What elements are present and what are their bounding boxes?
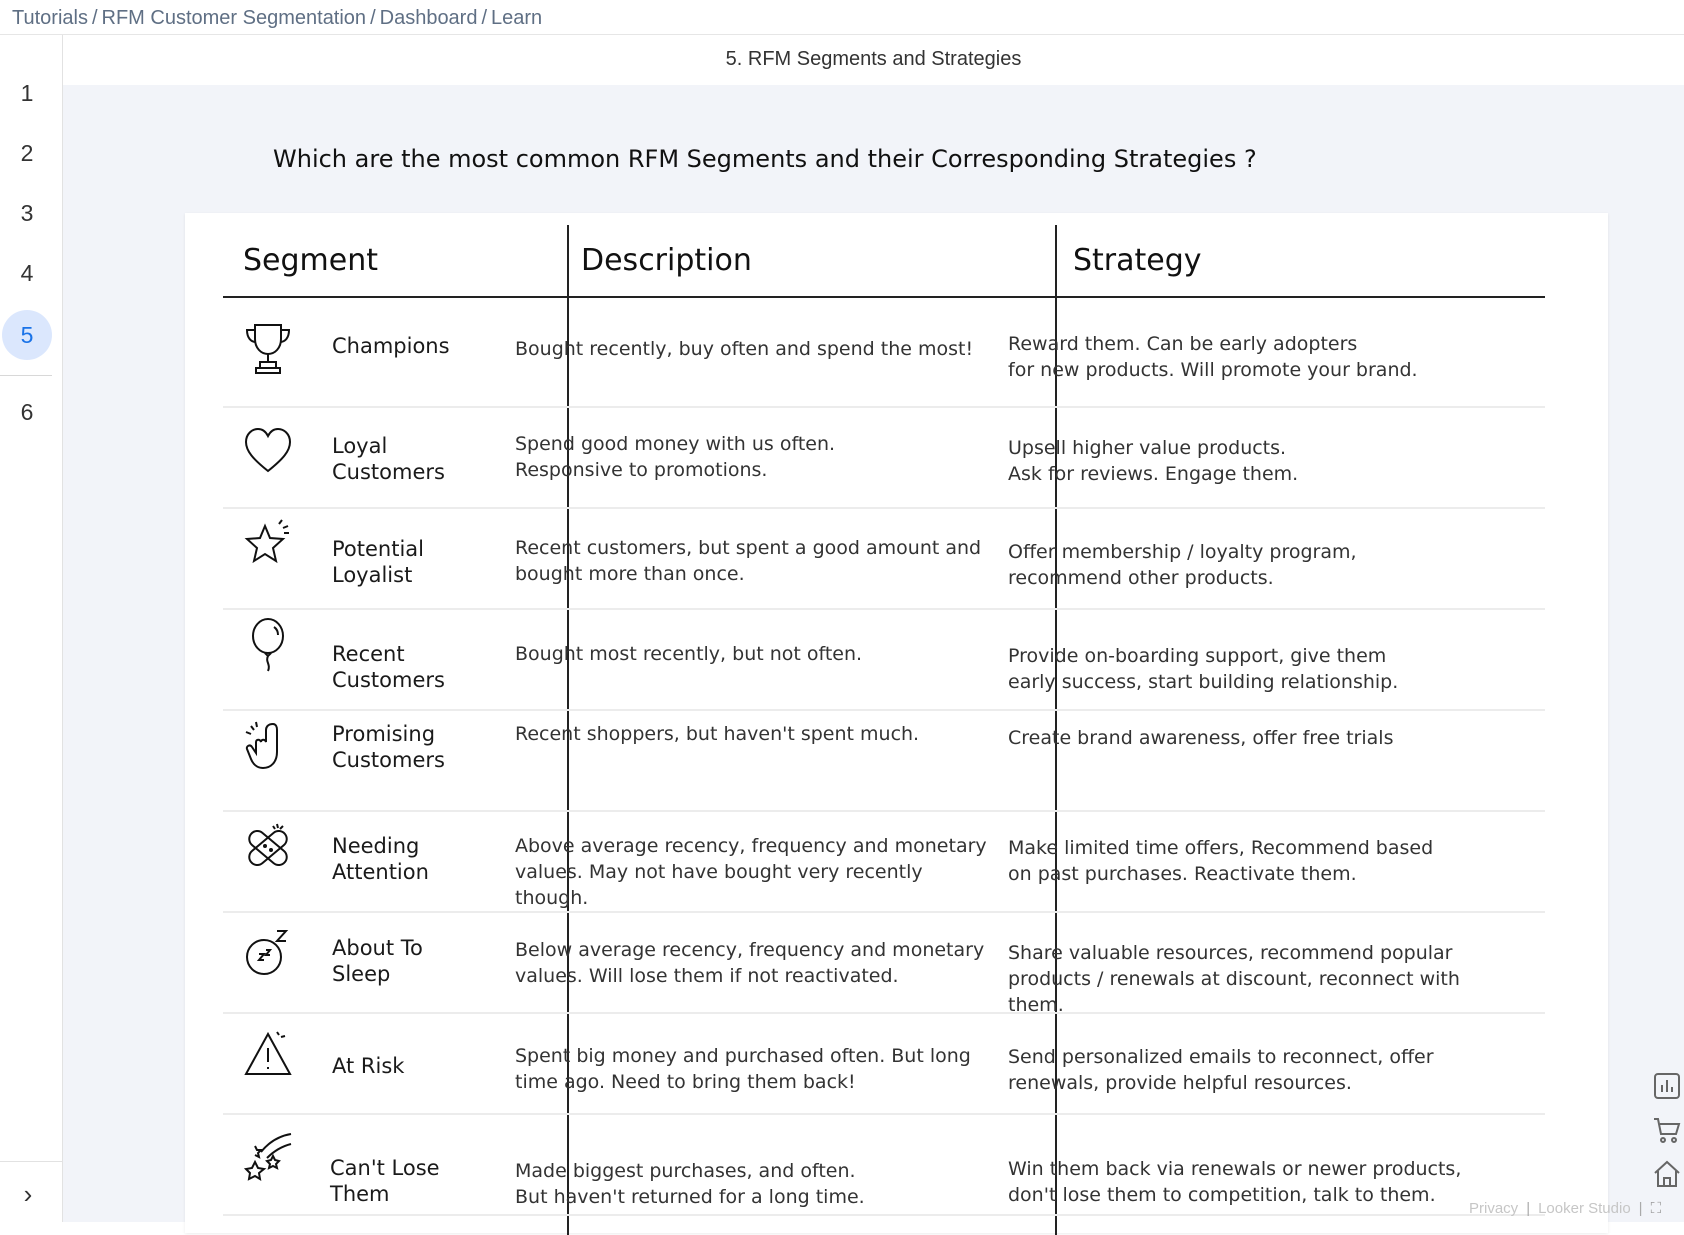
expand-sidebar-button[interactable]: › [23,1179,33,1209]
breadcrumb [0,0,1684,35]
segment-name: Promising Customers [332,722,445,772]
trophy-icon [243,321,293,377]
row-divider [223,810,1545,812]
row-divider [223,911,1545,913]
header-description: Description [581,243,752,278]
warning-icon [243,1028,293,1084]
report-canvas [63,85,1684,1222]
row-divider [223,608,1545,610]
segment-strategy: Upsell higher value products. Ask for reviews. Engage them. [1008,437,1299,485]
home-icon[interactable] [1652,1159,1682,1189]
segment-strategy: Provide on-boarding support, give them early success, start building relationship. [1008,645,1399,693]
cart-icon[interactable] [1652,1115,1682,1145]
shooting-stars-icon [243,1128,293,1184]
header-underline [223,296,1545,298]
segment-name: Recent Customers [332,642,445,692]
sidebar-divider [0,375,52,376]
footer-divider: | [1526,1200,1531,1217]
bandage-icon [243,820,293,876]
breadcrumb-separator: / [481,7,488,29]
segment-name: Can't Lose Them [330,1156,440,1206]
page-link-6[interactable]: 6 [20,399,34,425]
segment-description: Below average recency, frequency and monetary values. Will lose them if not reactivated. [515,939,985,987]
segment-description: Bought most recently, but not often. [515,643,863,665]
page-link-1[interactable]: 1 [20,80,34,106]
breadcrumb-dashboard[interactable]: Dashboard [379,7,478,29]
segment-description: Above average recency, frequency and monetary values. May not have bought very recently though. [515,835,987,909]
breadcrumb-rfm[interactable]: RFM Customer Segmentation [101,7,367,29]
breadcrumb-separator: / [91,7,98,29]
segment-description: Recent customers, but spent a good amount and bought more than once. [515,537,982,585]
segment-description: Recent shoppers, but haven't spent much. [515,723,920,745]
segment-name: Loyal Customers [332,434,445,484]
segment-strategy: Reward them. Can be early adopters for new products. Will promote your brand. [1008,333,1418,381]
star-icon [243,518,293,574]
segment-name: Potential Loyalist [332,537,424,587]
fullscreen-icon[interactable]: ⛶ [1650,1200,1662,1217]
segment-strategy: Make limited time offers, Recommend based on past purchases. Reactivate them. [1008,837,1434,885]
segment-description: Spend good money with us often. Responsive to promotions. [515,433,836,481]
report-footer [1465,1200,1665,1217]
segment-strategy: Share valuable resources, recommend popular products / renewals at discount, reconnect with them. [1008,942,1460,1016]
privacy-link[interactable]: Privacy [1469,1200,1519,1217]
breadcrumb-separator: / [370,7,376,29]
segments-table-card [185,213,1608,1233]
looker-studio-link[interactable]: Looker Studio [1538,1200,1631,1217]
page-link-5-active[interactable]: 5 [2,310,52,360]
row-divider [223,507,1545,509]
breadcrumb-tutorials[interactable]: Tutorials [12,7,88,29]
sleep-clock-icon [243,925,293,981]
segment-name: Champions [332,334,450,358]
segment-strategy: Send personalized emails to reconnect, offer renewals, provide helpful resources. [1008,1046,1434,1094]
page-title: 5. RFM Segments and Strategies [63,35,1684,85]
segment-strategy: Offer membership / loyalty program, recommend other products. [1008,541,1357,589]
segment-strategy: Create brand awareness, offer free trials [1008,727,1394,749]
row-divider [223,1214,1545,1216]
row-divider [223,709,1545,711]
segment-name: About To Sleep [332,936,423,986]
segment-description: Made biggest purchases, and often. But haven't returned for a long time. [515,1160,865,1208]
row-divider [223,406,1545,408]
sidebar-bottom-divider [0,1161,63,1162]
header-segment: Segment [243,243,378,278]
heart-icon [243,423,293,479]
segment-name: At Risk [332,1054,405,1078]
page-sidebar [0,35,63,1222]
page-link-2[interactable]: 2 [20,140,34,166]
row-divider [223,1113,1545,1115]
raised-finger-icon [243,718,293,774]
header-strategy: Strategy [1073,243,1202,278]
segment-description: Spent big money and purchased often. But long time ago. Need to bring them back! [515,1045,971,1093]
chart-icon[interactable] [1652,1071,1682,1101]
segment-strategy: Win them back via renewals or newer products, don't lose them to competition, talk to them. [1008,1158,1462,1206]
segment-description: Bought recently, buy often and spend the most! [515,338,974,360]
segment-name: Needing Attention [332,834,429,884]
breadcrumb-learn[interactable]: Learn [491,7,543,29]
page-link-4[interactable]: 4 [20,260,34,286]
footer-divider: | [1638,1200,1643,1217]
question-heading: Which are the most common RFM Segments and their Corresponding Strategies ? [273,145,1257,173]
balloon-icon [243,617,293,673]
page-link-3[interactable]: 3 [20,200,34,226]
